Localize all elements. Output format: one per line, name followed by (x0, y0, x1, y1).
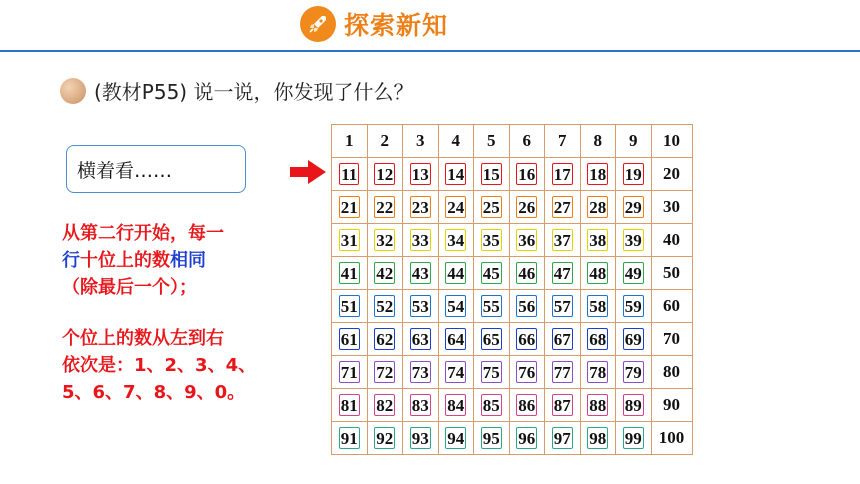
highlighted-number: 41 (340, 264, 358, 283)
highlighted-number: 45 (482, 264, 500, 283)
chart-row (332, 290, 693, 323)
chart-cell (438, 389, 474, 422)
highlighted-number: 79 (624, 363, 642, 382)
chart-row (332, 125, 693, 158)
chart-cell (545, 323, 581, 356)
chart-row (332, 356, 693, 389)
highlighted-number: 13 (411, 165, 429, 184)
chart-row (332, 191, 693, 224)
chart-row (332, 158, 693, 191)
prompt-row (60, 76, 413, 105)
chart-cell (509, 125, 545, 158)
highlighted-number: 97 (553, 429, 571, 448)
chart-cell (403, 257, 439, 290)
desc-part3: 行 (62, 250, 80, 271)
chart-cell (403, 125, 439, 158)
cell-number: 6 (522, 131, 531, 150)
chart-cell (332, 158, 368, 191)
cell-number: 2 (380, 131, 389, 150)
chart-cell (438, 257, 474, 290)
highlighted-number: 94 (447, 429, 465, 448)
chart-cell (651, 323, 692, 356)
desc-part6: （除最后一个）； (62, 277, 197, 298)
cell-number: 10 (663, 131, 680, 150)
highlighted-number: 49 (624, 264, 642, 283)
chart-cell (545, 389, 581, 422)
highlighted-number: 99 (624, 429, 642, 448)
cell-number: 20 (663, 164, 680, 183)
highlighted-number: 77 (553, 363, 571, 382)
highlighted-number: 64 (447, 330, 465, 349)
highlighted-number: 68 (589, 330, 607, 349)
cell-number: 3 (416, 131, 425, 150)
chart-cell (367, 422, 403, 455)
section-badge (300, 6, 448, 42)
chart-cell (580, 323, 616, 356)
highlighted-number: 27 (553, 198, 571, 217)
desc-part8: 依次是：1、2、3、4、 (62, 355, 257, 376)
chart-cell (438, 125, 474, 158)
highlighted-number: 67 (553, 330, 571, 349)
chart-cell (367, 158, 403, 191)
hundred-chart (331, 124, 693, 455)
highlighted-number: 46 (518, 264, 536, 283)
chart-cell (545, 257, 581, 290)
chart-cell (403, 422, 439, 455)
chart-cell (474, 224, 510, 257)
highlighted-number: 55 (482, 297, 500, 316)
highlighted-number: 98 (589, 429, 607, 448)
chart-cell (580, 125, 616, 158)
chart-cell (332, 125, 368, 158)
chart-row (332, 422, 693, 455)
highlighted-number: 96 (518, 429, 536, 448)
chart-cell (651, 356, 692, 389)
chart-cell (545, 125, 581, 158)
highlighted-number: 32 (376, 231, 394, 250)
prompt-text: (教材P55) 说一说，你发现了什么？ (94, 80, 414, 104)
cell-number: 1 (345, 131, 354, 150)
chart-cell (367, 323, 403, 356)
desc-part5: 相同 (170, 250, 206, 271)
chart-cell (403, 389, 439, 422)
highlighted-number: 14 (447, 165, 465, 184)
chart-cell (438, 158, 474, 191)
red-arrow-right-icon (290, 160, 326, 184)
chart-cell (580, 191, 616, 224)
cell-number: 50 (663, 263, 680, 282)
chart-cell (616, 158, 652, 191)
highlighted-number: 92 (376, 429, 394, 448)
highlighted-number: 26 (518, 198, 536, 217)
chart-cell (474, 191, 510, 224)
chart-cell (616, 323, 652, 356)
desc-part7: 个位上的数从左到右 (62, 328, 224, 349)
chart-cell (332, 257, 368, 290)
chart-cell (616, 389, 652, 422)
cell-number: 5 (487, 131, 496, 150)
highlighted-number: 36 (518, 231, 536, 250)
highlighted-number: 89 (624, 396, 642, 415)
chart-cell (616, 257, 652, 290)
chart-cell (474, 323, 510, 356)
highlighted-number: 44 (447, 264, 465, 283)
chart-cell (651, 422, 692, 455)
highlighted-number: 59 (624, 297, 642, 316)
chart-cell (367, 389, 403, 422)
chart-cell (580, 290, 616, 323)
chart-cell (474, 422, 510, 455)
observation-text-2 (62, 325, 302, 406)
highlighted-number: 76 (518, 363, 536, 382)
highlighted-number: 85 (482, 396, 500, 415)
highlighted-number: 86 (518, 396, 536, 415)
chart-cell (545, 422, 581, 455)
chart-cell (509, 191, 545, 224)
highlighted-number: 22 (376, 198, 394, 217)
highlighted-number: 54 (447, 297, 465, 316)
chart-cell (616, 422, 652, 455)
chart-cell (403, 356, 439, 389)
highlighted-number: 93 (411, 429, 429, 448)
cell-number: 60 (663, 296, 680, 315)
highlighted-number: 74 (447, 363, 465, 382)
chart-cell (438, 356, 474, 389)
chart-cell (438, 191, 474, 224)
desc-part1: 从第二行 (62, 223, 134, 244)
chart-cell (474, 158, 510, 191)
highlighted-number: 48 (589, 264, 607, 283)
highlighted-number: 58 (589, 297, 607, 316)
chart-cell (545, 158, 581, 191)
chart-cell (438, 224, 474, 257)
highlighted-number: 38 (589, 231, 607, 250)
chart-cell (545, 191, 581, 224)
circle-bullet-icon (60, 78, 86, 104)
desc-part2: 开始，每一 (134, 223, 224, 244)
chart-cell (474, 290, 510, 323)
highlighted-number: 15 (482, 165, 500, 184)
highlighted-number: 37 (553, 231, 571, 250)
cell-number: 9 (629, 131, 638, 150)
header-divider (0, 50, 860, 52)
chart-cell (403, 191, 439, 224)
highlighted-number: 81 (340, 396, 358, 415)
chart-cell (509, 422, 545, 455)
highlighted-number: 39 (624, 231, 642, 250)
cell-number: 7 (558, 131, 567, 150)
chart-cell (332, 323, 368, 356)
highlighted-number: 78 (589, 363, 607, 382)
cell-number: 100 (658, 428, 685, 447)
highlighted-number: 24 (447, 198, 465, 217)
highlighted-number: 88 (589, 396, 607, 415)
cell-number: 30 (663, 197, 680, 216)
chart-cell (367, 191, 403, 224)
chart-cell (651, 257, 692, 290)
chart-cell (332, 290, 368, 323)
highlighted-number: 12 (376, 165, 394, 184)
highlighted-number: 16 (518, 165, 536, 184)
chart-cell (616, 191, 652, 224)
chart-cell (438, 290, 474, 323)
cell-number: 80 (663, 362, 680, 381)
highlighted-number: 69 (624, 330, 642, 349)
highlighted-number: 33 (411, 231, 429, 250)
chart-cell (616, 224, 652, 257)
chart-row (332, 389, 693, 422)
highlighted-number: 83 (411, 396, 429, 415)
look-horizontally-box: 横着看…… (66, 145, 246, 193)
rocket-icon (300, 6, 336, 42)
highlighted-number: 23 (411, 198, 429, 217)
chart-cell (545, 224, 581, 257)
highlighted-number: 29 (624, 198, 642, 217)
chart-cell (509, 323, 545, 356)
chart-cell (651, 158, 692, 191)
highlighted-number: 52 (376, 297, 394, 316)
chart-row (332, 323, 693, 356)
chart-cell (580, 224, 616, 257)
chart-cell (403, 323, 439, 356)
chart-cell (332, 356, 368, 389)
chart-cell (580, 158, 616, 191)
chart-cell (580, 389, 616, 422)
highlighted-number: 61 (340, 330, 358, 349)
chart-cell (332, 389, 368, 422)
chart-cell (474, 356, 510, 389)
highlighted-number: 19 (624, 165, 642, 184)
chart-cell (580, 422, 616, 455)
highlighted-number: 57 (553, 297, 571, 316)
highlighted-number: 53 (411, 297, 429, 316)
cell-number: 4 (451, 131, 460, 150)
chart-cell (651, 125, 692, 158)
chart-cell (651, 224, 692, 257)
highlighted-number: 17 (553, 165, 571, 184)
highlighted-number: 75 (482, 363, 500, 382)
chart-cell (580, 257, 616, 290)
highlighted-number: 65 (482, 330, 500, 349)
desc-part4: 十位上的数 (80, 250, 170, 271)
chart-cell (580, 356, 616, 389)
chart-cell (616, 290, 652, 323)
chart-cell (651, 389, 692, 422)
chart-cell (545, 356, 581, 389)
chart-cell (474, 389, 510, 422)
chart-cell (509, 290, 545, 323)
highlighted-number: 35 (482, 231, 500, 250)
chart-cell (403, 224, 439, 257)
chart-cell (403, 290, 439, 323)
highlighted-number: 71 (340, 363, 358, 382)
chart-cell (509, 224, 545, 257)
cell-number: 90 (663, 395, 680, 414)
highlighted-number: 18 (589, 165, 607, 184)
chart-cell (509, 158, 545, 191)
cell-number: 70 (663, 329, 680, 348)
chart-row (332, 224, 693, 257)
chart-cell (474, 257, 510, 290)
highlighted-number: 21 (340, 198, 358, 217)
highlighted-number: 87 (553, 396, 571, 415)
highlighted-number: 56 (518, 297, 536, 316)
highlighted-number: 91 (340, 429, 358, 448)
highlighted-number: 51 (340, 297, 358, 316)
chart-cell (651, 191, 692, 224)
highlighted-number: 42 (376, 264, 394, 283)
chart-cell (509, 389, 545, 422)
highlighted-number: 43 (411, 264, 429, 283)
chart-cell (509, 257, 545, 290)
chart-cell (367, 290, 403, 323)
desc-part9: 5、6、7、8、9、0。 (62, 382, 246, 403)
chart-cell (367, 257, 403, 290)
chart-cell (332, 191, 368, 224)
chart-row (332, 257, 693, 290)
highlighted-number: 25 (482, 198, 500, 217)
observation-text-1 (62, 220, 294, 301)
section-title: 探索新知 (344, 11, 449, 40)
highlighted-number: 72 (376, 363, 394, 382)
chart-cell (367, 356, 403, 389)
highlighted-number: 47 (553, 264, 571, 283)
highlighted-number: 66 (518, 330, 536, 349)
chart-cell (651, 290, 692, 323)
chart-cell (367, 224, 403, 257)
chart-cell (509, 356, 545, 389)
highlighted-number: 11 (341, 165, 358, 184)
highlighted-number: 28 (589, 198, 607, 217)
chart-cell (367, 125, 403, 158)
chart-cell (616, 125, 652, 158)
chart-cell (438, 422, 474, 455)
cell-number: 8 (593, 131, 602, 150)
highlighted-number: 63 (411, 330, 429, 349)
highlighted-number: 95 (482, 429, 500, 448)
chart-cell (474, 125, 510, 158)
chart-cell (545, 290, 581, 323)
highlighted-number: 73 (411, 363, 429, 382)
cell-number: 40 (663, 230, 680, 249)
chart-cell (438, 323, 474, 356)
highlighted-number: 34 (447, 231, 465, 250)
chart-cell (332, 224, 368, 257)
chart-cell (332, 422, 368, 455)
highlighted-number: 84 (447, 396, 465, 415)
highlighted-number: 82 (376, 396, 394, 415)
highlighted-number: 31 (340, 231, 358, 250)
chart-cell (616, 356, 652, 389)
chart-cell (403, 158, 439, 191)
highlighted-number: 62 (376, 330, 394, 349)
